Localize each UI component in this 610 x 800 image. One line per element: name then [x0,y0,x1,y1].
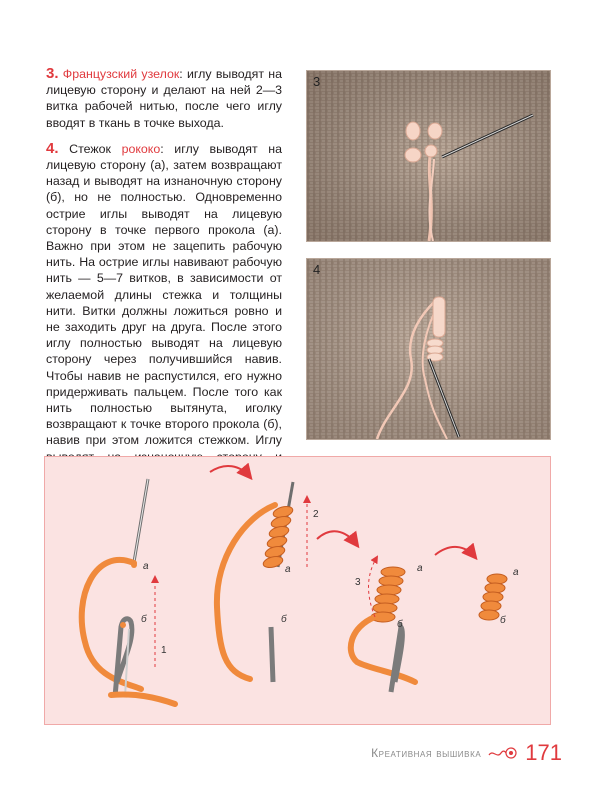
photo-french-knot [306,70,551,242]
thread-spool-icon [487,745,517,761]
term-french-knot: Французский узелок [62,67,180,81]
paragraph-body: : иглу выводят на лицевую сторону (а), затем возвращают назад и выводят на изнаночную сторону (б), но не полностью. Одновременно острие иглы выводят на лицевую сторону в точке первого прокола (а). Важно при этом не зацепить рабочую нить. На острие иглы навивают рабочую нить — 5—7 витков, в зависимости от желаемой длины стежка и толщины нити. Витки должны ложиться ровно и не заходить друг на друга. После этого иглу полностью выводят на лицевую сторону через получившийся навив. Чтобы навив не распустился, его нужно придерживать пальцем. После того как нить полностью вытянута, иголку возвращают к точке второго прокола (б), навив при этом ложится стежком. Иглу [46,141,282,448]
paragraph-body: : иглу выводят на лицевую сторону и делают на ней 2—3 витка рабочей нитью, после чего иглу вводят в ткань в точке выхода. [46,67,282,130]
label-b: б [500,615,506,626]
book-title: Креативная вышивка [371,746,482,760]
step-label-1: 1 [161,645,167,656]
photo-label: 3 [313,74,321,89]
rococo-stitch-diagram [44,456,551,725]
step-label-2: 2 [313,509,319,520]
photo-rococo [306,258,551,440]
diagram-illustration [45,457,550,724]
page-number: 171 [525,740,562,765]
label-b: б [281,614,287,625]
label-b: б [397,619,403,630]
stage-3 [317,531,415,692]
paragraph-french-knot [46,66,282,131]
fabric-photo-3 [307,71,550,241]
label-a: а [513,567,519,578]
stage-1 [82,479,175,704]
step-number: 3. [46,65,59,82]
photo-label: 4 [313,262,321,277]
step-label-3: 3 [355,577,361,588]
fabric-photo-4 [307,259,550,439]
label-a: а [143,561,149,572]
stage-2 [210,466,307,682]
stage-4 [435,547,507,620]
step-number: 4. [46,139,59,157]
label-a: а [417,563,423,574]
label-a: а [285,564,291,575]
label-b: б [141,614,147,625]
term-rococo: рококо [121,141,161,156]
page-footer [371,740,562,766]
paragraph-prefix: Стежок [58,141,122,156]
